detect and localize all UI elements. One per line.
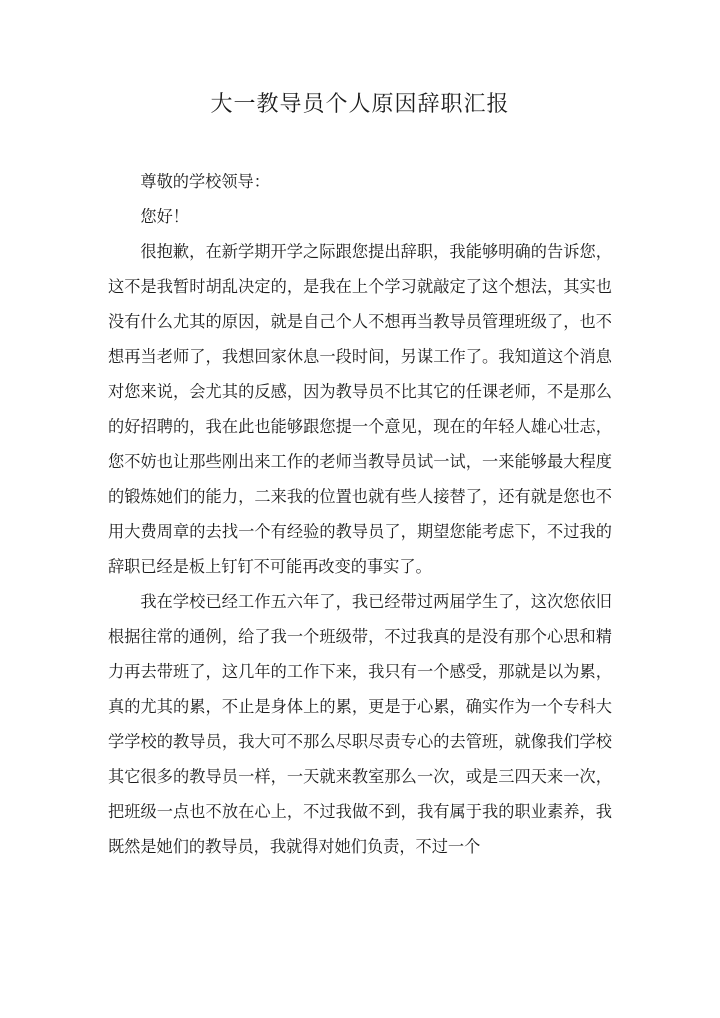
document-title: 大一教导员个人原因辞职汇报 bbox=[210, 92, 510, 117]
greeting: 您好！ bbox=[140, 207, 189, 226]
paragraph-2: 我在学校已经工作五六年了，我已经带过两届学生了，这次您依旧根据往常的通例，给了我一个班级带，不过我真的是没有那个心思和精力再去带班了，这几年的工作下来，我只有一个感受，那就是以为累，真的尤其的累，不止是身体上的累，更是于心累，确实作为一个专科大学学校的教导员，我大可不那么尽职尽责专心的去管班，就像我们学校其它很多的教导员一样，一天就来教室那么一次，或是三四天来一次，把班级一点也不放在心上，不过我做不到，我有属于我的职业素养，我既然是她们的教导员，我就得对她们负责，不过一个 bbox=[108, 592, 612, 856]
salutation: 尊敬的学校领导： bbox=[140, 172, 270, 191]
paragraph-1: 很抱歉，在新学期开学之际跟您提出辞职，我能够明确的告诉您，这不是我暂时胡乱决定的，是我在上个学习就敲定了这个想法，其实也没有什么尤其的原因，就是自己个人不想再当教导员管理班级了，也不想再当老师了，我想回家休息一段时间，另谋工作了。我知道这个消息对您来说，会尤其的反感，因为教导员不比其它的任课老师，不是那么的好招聘的，我在此也能够跟您提一个意见，现在的年轻人雄心壮志，您不妨也让那些刚出来工作的老师当教导员试一试，一来能够最大程度的锻炼她们的能力，二来我的位置也就有些人接替了，还有就是您也不用大费周章的去找一个有经验的教导员了，期望您能考虑下，不过我的辞职已经是板上钉钉不可能再改变的事实了。 bbox=[108, 242, 612, 576]
document-body bbox=[108, 164, 612, 864]
